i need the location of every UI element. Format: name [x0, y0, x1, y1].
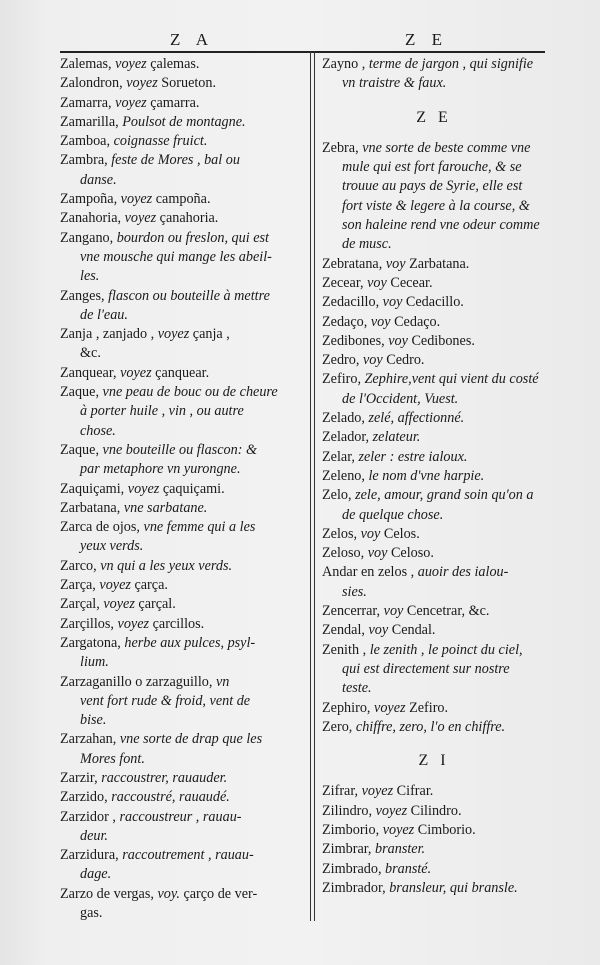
dictionary-entry — [322, 313, 546, 332]
entry-headword: Zifrar, — [322, 783, 359, 800]
entry-headword: Zimbrar, — [322, 841, 372, 858]
entry-headword: Zarbatana, — [60, 499, 121, 516]
dictionary-entry — [60, 480, 300, 499]
entry-headword: Zendal, — [322, 622, 365, 639]
entry-continuation: vent fort rude & froid, vent de — [80, 692, 251, 709]
dictionary-entry — [60, 132, 300, 151]
dictionary-entry — [60, 74, 300, 93]
entry-definition: voyez — [120, 364, 152, 381]
running-header-left: Z A — [170, 30, 214, 49]
entry-continuation: fort viste & legere à la course, & — [342, 197, 530, 214]
dictionary-entry — [322, 274, 546, 293]
dictionary-entry — [60, 383, 300, 441]
entry-headword: Zalemas, — [60, 56, 112, 72]
entry-headword: Zanja , zanjado , — [60, 326, 155, 343]
entry-continuation: mule qui est fort farouche, & se — [342, 159, 522, 176]
entry-continuation: lium. — [80, 654, 109, 671]
entry-definition: terme de jargon , qui signifie — [368, 56, 534, 72]
dictionary-entry — [322, 544, 546, 563]
entry-reference: Zefiro. — [409, 699, 449, 716]
entry-headword: Zaque, — [60, 441, 99, 458]
entry-continuation: de l'eau. — [80, 306, 128, 323]
entry-definition: voyez — [374, 699, 406, 716]
dictionary-entry — [322, 351, 546, 370]
entry-headword: Zarzidor , — [60, 808, 116, 825]
entry-reference: Cedacillo. — [405, 294, 464, 311]
entry-definition: voyez — [117, 615, 150, 632]
entry-continuation: trouue au pays de Syrie, elle est — [342, 178, 523, 195]
entry-definition: voyez — [115, 56, 147, 72]
entry-headword: Zarca de ojos, — [60, 519, 140, 536]
entry-definition: voy — [385, 255, 406, 272]
entry-reference: Cencetrar, &c. — [406, 603, 490, 620]
entry-headword: Zangano, — [60, 229, 114, 246]
dictionary-entry — [322, 139, 546, 255]
entry-definition: vne femme qui a les — [143, 519, 256, 536]
entry-definition: voy — [367, 274, 387, 291]
entry-headword: Zephiro, — [322, 699, 371, 716]
entry-reference: çanahoria. — [159, 210, 219, 227]
entry-definition: bransleur, qui bransle. — [389, 879, 518, 896]
entry-continuation: deur. — [80, 827, 108, 844]
running-header-right: Z E — [405, 30, 449, 49]
entry-headword: Zencerrar, — [322, 603, 381, 620]
entry-definition: Zephire,vent qui vient du costé — [364, 371, 539, 388]
entry-definition: herbe aux pulces, psyl- — [124, 634, 256, 651]
entry-headword: Zanges, — [60, 287, 105, 304]
column-divider-inner — [314, 51, 315, 921]
section-heading-ze: Z E — [416, 108, 452, 126]
dictionary-entry — [60, 94, 300, 113]
entry-definition: vne peau de bouc ou de cheure — [102, 384, 278, 401]
dictionary-entry — [322, 255, 546, 274]
dictionary-entry — [60, 325, 300, 364]
entry-continuation: les. — [80, 268, 100, 285]
dictionary-entry — [60, 808, 300, 847]
dictionary-entry — [322, 428, 546, 447]
entry-headword: Zarzo de vergas, — [60, 885, 154, 902]
dictionary-entry — [60, 730, 300, 769]
entry-definition: raccoustreur , rauau- — [119, 808, 242, 825]
entry-headword: Zero, — [322, 718, 353, 735]
entry-reference: çanja , — [192, 326, 230, 343]
dictionary-entry — [60, 151, 300, 190]
entry-headword: Zamarra, — [60, 94, 112, 111]
entry-reference: çarcillos. — [152, 615, 205, 632]
dictionary-entry — [322, 699, 546, 718]
entry-reference: Cimborio. — [417, 821, 476, 838]
dictionary-entry — [322, 467, 546, 486]
dictionary-entry — [322, 293, 546, 312]
dictionary-entry — [60, 885, 300, 924]
entry-continuation: gas. — [80, 905, 103, 922]
entry-headword: Zefiro, — [322, 371, 361, 388]
entry-continuation: son haleine rend vne odeur comme — [342, 217, 540, 234]
entry-headword: Zamboa, — [60, 133, 111, 150]
entry-headword: Zelos, — [322, 525, 358, 542]
entry-definition: voyez — [103, 596, 135, 613]
entry-definition: voy — [383, 603, 404, 620]
entry-headword: Zarco, — [60, 557, 97, 574]
entry-definition: zelé, affectionné. — [368, 410, 465, 427]
entry-definition: zelateur. — [372, 429, 421, 446]
left-column — [60, 55, 300, 923]
entry-definition: le nom d'vne harpie. — [368, 467, 485, 484]
entry-definition: voy — [388, 332, 408, 349]
dictionary-entry — [60, 576, 300, 595]
dictionary-entry — [60, 190, 300, 209]
entry-definition: voy — [370, 313, 391, 330]
entry-headword: Zarçillos, — [60, 615, 114, 632]
entry-continuation: à porter huile , vin , ou autre — [80, 403, 244, 420]
entry-definition: vne bouteille ou flascon: & — [102, 441, 257, 458]
dictionary-entry — [60, 634, 300, 673]
entry-definition: chiffre, zero, l'o en chiffre. — [355, 718, 506, 735]
dictionary-entry — [60, 769, 300, 788]
entry-headword: Zeloso, — [322, 545, 365, 562]
dictionary-entry — [322, 525, 546, 544]
entry-definition: bransté. — [385, 860, 432, 877]
entry-definition: feste de Mores , bal ou — [111, 152, 240, 169]
entry-headword: Zelar, — [322, 448, 355, 465]
entry-continuation: danse. — [80, 171, 117, 188]
entry-continuation: de musc. — [342, 236, 392, 253]
entry-headword: Zedro, — [322, 352, 360, 369]
entry-headword: Zimborio, — [322, 821, 380, 838]
dictionary-entry — [322, 840, 546, 859]
entry-definition: voy — [360, 525, 381, 542]
dictionary-entry — [60, 364, 300, 383]
entry-definition: vne sorte de drap que les — [119, 731, 263, 748]
entry-headword: Zarçal, — [60, 596, 100, 613]
dictionary-entry — [322, 486, 546, 525]
dictionary-entry — [60, 287, 300, 326]
entry-definition: voyez — [99, 577, 131, 594]
entry-continuation: de quelque chose. — [342, 506, 444, 523]
entry-definition: raccoustrer, rauauder. — [101, 769, 228, 786]
entry-definition: voy — [368, 622, 389, 639]
entry-headword: Zeleno, — [322, 467, 365, 484]
entry-definition: bourdon ou freslon, qui est — [116, 229, 269, 246]
entry-definition: voyez — [115, 94, 147, 111]
entry-reference: çalemas. — [150, 56, 200, 72]
entry-headword: Zalondron, — [60, 75, 123, 92]
entry-definition: Poulsot de montagne. — [122, 113, 246, 130]
entry-reference: çarçal. — [138, 596, 176, 613]
dictionary-entry — [322, 860, 546, 879]
dictionary-entry — [60, 499, 300, 518]
entry-headword: Zebra, — [322, 139, 359, 156]
entry-continuation: chose. — [80, 422, 116, 439]
entry-reference: campoña. — [155, 191, 211, 208]
dictionary-entry — [322, 370, 546, 409]
entry-headword: Zenith , — [322, 641, 367, 658]
entry-definition: voy — [367, 545, 388, 562]
entry-reference: çarço de ver- — [183, 885, 258, 902]
entry-definition: voyez — [124, 210, 157, 227]
dictionary-entry — [60, 557, 300, 576]
dictionary-entry — [322, 821, 546, 840]
entry-headword: Zedibones, — [322, 332, 385, 349]
entry-continuation: de l'Occident, Vuest. — [342, 390, 459, 407]
entry-continuation: Mores font. — [80, 750, 145, 767]
entry-continuation: &c. — [80, 345, 101, 362]
entry-reference: Celoso. — [390, 545, 434, 562]
entry-headword: Zedaço, — [322, 313, 368, 330]
entry-reference: çanquear. — [155, 364, 210, 381]
entry-definition: coignasse fruict. — [113, 133, 208, 150]
entry-headword: Zecear, — [322, 274, 364, 291]
dictionary-entry — [60, 518, 300, 557]
entry-definition: auoir des ialou- — [417, 564, 509, 581]
entry-definition: voy — [362, 352, 383, 369]
entry-reference: çamarra. — [150, 94, 200, 111]
entry-reference: Celos. — [383, 525, 420, 542]
entry-continuation: bise. — [80, 712, 107, 729]
entry-reference: Cilindro. — [410, 802, 462, 819]
entry-headword: Zarzidura, — [60, 847, 119, 864]
dictionary-entry — [60, 615, 300, 634]
entry-headword: Zimbrado, — [322, 860, 382, 877]
entry-reference: Cendal. — [391, 622, 436, 639]
entry-definition: branster. — [375, 841, 426, 858]
entry-reference: Cedaço. — [394, 313, 441, 330]
entry-headword: Zarça, — [60, 577, 96, 594]
dictionary-entry — [322, 782, 546, 801]
entry-reference: Cifrar. — [396, 783, 434, 800]
entry-definition: le zenith , le poinct du ciel, — [369, 641, 523, 658]
dictionary-entry — [60, 229, 300, 287]
entry-definition: raccoutrement , rauau- — [122, 847, 254, 864]
entry-definition: zeler : estre ialoux. — [358, 448, 468, 465]
entry-continuation: teste. — [342, 680, 372, 697]
entry-headword: Zarzir, — [60, 769, 98, 786]
entry-continuation: yeux verds. — [80, 538, 144, 555]
entry-definition: voy — [382, 294, 403, 311]
dictionary-entry — [322, 602, 546, 621]
entry-headword: Zanahoria, — [60, 210, 122, 227]
entry-definition: voyez — [157, 326, 190, 343]
entry-headword: Zebratana, — [322, 255, 383, 272]
entry-definition: voyez — [382, 821, 415, 838]
entry-definition: vne sarbatane. — [123, 499, 208, 516]
entry-headword: Zampoña, — [60, 191, 118, 208]
dictionary-entry — [60, 209, 300, 228]
entry-definition: vn qui a les yeux verds. — [100, 557, 233, 574]
header-rule — [60, 51, 545, 53]
dictionary-entry — [322, 802, 546, 821]
entry-headword: Zanquear, — [60, 364, 117, 381]
right-column — [322, 55, 546, 898]
dictionary-entry — [322, 55, 546, 94]
entry-headword: Zarzaganillo o zarzaguillo, — [60, 673, 213, 690]
dictionary-entry — [322, 621, 546, 640]
entry-definition: vn — [216, 673, 230, 690]
entry-headword: Zedacillo, — [322, 294, 380, 311]
entry-reference: Cedro. — [386, 352, 425, 369]
entry-continuation: par metaphore vn yurongne. — [80, 461, 241, 478]
section-heading-zi: Z I — [418, 752, 450, 770]
entry-reference: çarça. — [134, 577, 168, 594]
dictionary-entry — [322, 641, 546, 699]
dictionary-entry — [322, 718, 546, 737]
entry-reference: çaquiçami. — [162, 480, 225, 497]
entry-definition: zele, amour, grand soin qu'on a — [355, 487, 534, 504]
dictionary-entry — [322, 332, 546, 351]
entry-definition: voyez — [375, 802, 408, 819]
entry-headword: Zaquiçami, — [60, 480, 125, 497]
dictionary-entry — [322, 879, 546, 898]
entry-headword: Zelo, — [322, 487, 352, 504]
dictionary-entry — [322, 563, 546, 602]
dictionary-entry — [60, 846, 300, 885]
entry-headword: Zamarilla, — [60, 113, 119, 130]
column-divider — [310, 51, 311, 921]
entry-reference: Zarbatana. — [409, 255, 470, 272]
entry-headword: Andar en zelos , — [322, 564, 415, 581]
entry-continuation: sies. — [342, 583, 367, 600]
dictionary-entry — [60, 595, 300, 614]
entry-headword: Zambra, — [60, 152, 108, 169]
entry-headword: Zarzido, — [60, 789, 108, 806]
entry-reference: Cecear. — [390, 274, 433, 291]
entry-definition: raccoustré, rauaudé. — [111, 789, 230, 806]
entry-headword: Zargatona, — [60, 634, 121, 651]
entry-definition: flascon ou bouteille à mettre — [108, 287, 270, 304]
entry-headword: Zelado, — [322, 410, 365, 427]
entry-headword: Zimbrador, — [322, 879, 386, 896]
dictionary-entry — [322, 409, 546, 428]
entry-definition: voyez — [126, 75, 158, 92]
entry-continuation: dage. — [80, 866, 112, 883]
entry-continuation: qui est directement sur nostre — [342, 660, 510, 677]
entry-continuation: vn traistre & faux. — [342, 75, 447, 92]
entry-definition: voy. — [157, 885, 180, 902]
dictionary-entry — [60, 788, 300, 807]
entry-headword: Zelador, — [322, 429, 370, 446]
entry-continuation: vne mousche qui mange les abeil- — [80, 248, 272, 265]
entry-definition: voyez — [120, 191, 153, 208]
dictionary-entry — [322, 448, 546, 467]
entry-definition: vne sorte de beste comme vne — [362, 139, 531, 156]
entry-headword: Zayno , — [322, 56, 366, 72]
dictionary-entry — [60, 673, 300, 731]
entry-headword: Zarzahan, — [60, 731, 117, 748]
entry-reference: Sorueton. — [161, 75, 217, 92]
dictionary-entry — [60, 113, 300, 132]
entry-headword: Zaque, — [60, 384, 99, 401]
entry-definition: voyez — [361, 783, 394, 800]
entry-reference: Cedibones. — [411, 332, 475, 349]
dictionary-entry — [60, 55, 300, 74]
dictionary-entry — [60, 441, 300, 480]
entry-definition: voyez — [127, 480, 160, 497]
entry-headword: Zilindro, — [322, 802, 373, 819]
